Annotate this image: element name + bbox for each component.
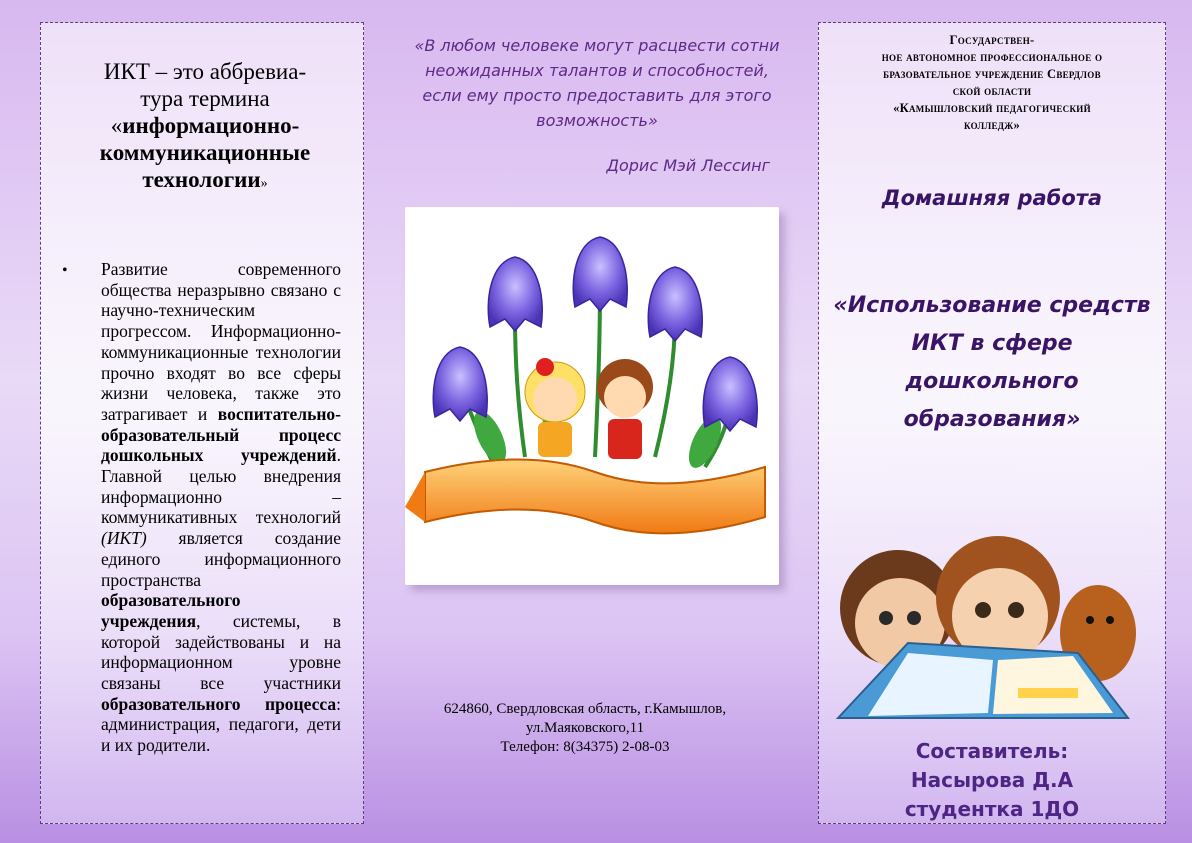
ict-definition-title: ИКТ – это аббревиа- тура термина «информационно- коммуникационные технологии» xyxy=(99,59,311,192)
homework-title: Домашняя работа xyxy=(881,186,1103,210)
quote-author: Дорис Мэй Лессинг xyxy=(606,156,770,175)
children-reading-picture xyxy=(828,528,1158,720)
epigraph-quote: «В любом человеке могут расцвести сотни неожиданных талантов и способностей, если ему просто предоставить для этого возможность» xyxy=(414,36,780,130)
children-reading-image xyxy=(828,528,1158,720)
college-name: Государствен- ное автономное профессиональное о бразовательное учреждение Свердлов ской области «Камышловский педагогический колледж» xyxy=(881,33,1103,132)
bellflowers-kids-image xyxy=(405,207,779,585)
ict-description-paragraph: Развитие современного общества неразрывно связано с научно-техническим прогрессом. Информационно-коммуникационные технологии прочно входят во все сферы жизни человека, также это затрагивает и воспитательно-образовательный процесс дошкольных учреждений. Главной целью внедрения информационно – коммуникативных технологий (ИКТ) является создание единого информационного пространства образовательного учреждения, системы, в которой задействованы и на информационном уровне связаны все участники образовательного процесса: администрация, педагоги, дети и их родители. xyxy=(101,259,341,756)
college-address: 624860, Свердловская область, г.Камышлов, ул.Маяковского,11 Телефон: 8(34375) 2-08-03 xyxy=(443,701,727,755)
bellflowers-kids-illustration xyxy=(405,207,779,585)
topic-title: «Использование средств ИКТ в сфере дошкольного образования» xyxy=(833,293,1151,432)
bullet-marker: • xyxy=(62,262,68,279)
author-info: Составитель: Насырова Д.А студентка 1ДО xyxy=(904,739,1080,821)
